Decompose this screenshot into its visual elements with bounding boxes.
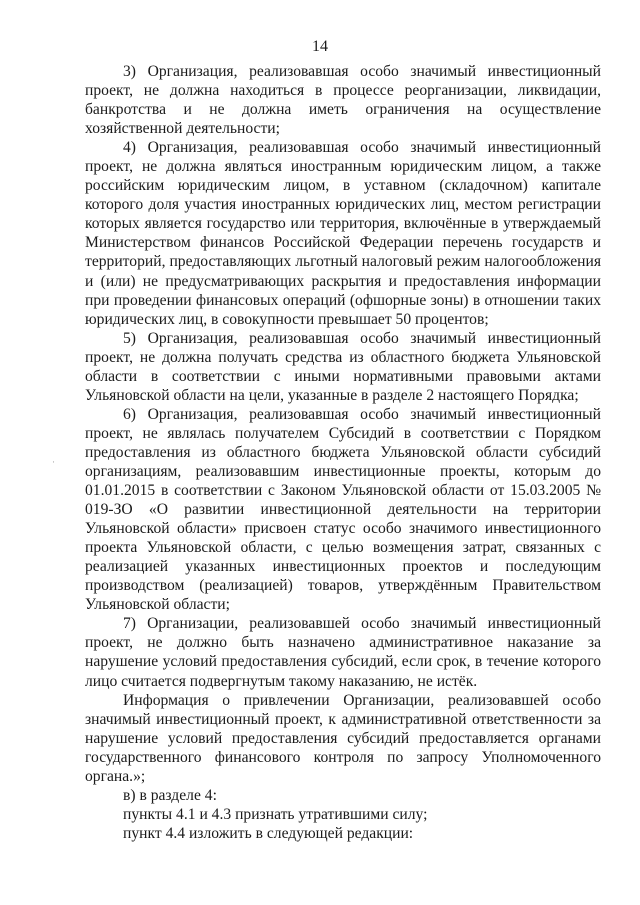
paragraph-points-4-1-4-3: пункты 4.1 и 4.3 признать утратившими силу; [123, 805, 428, 823]
paragraph-section-4: в) в разделе 4: [123, 786, 217, 804]
scan-speck: · [52, 457, 55, 467]
paragraph-information: Информация о привлечении Организации, реализовавшей особо значимый инвестиционный проект, к административной ответственности за нарушение условий предоставления субсидий предоставляется органами государственного финансового контроля по запросу Уполномоченного органа.»; [85, 691, 601, 785]
paragraph-item-3: 3) Организация, реализовавшая особо значимый инвестиционный проект, не должна находиться в процессе реорганизации, ликвидации, банкротства и не должна иметь ограничения на осуществление хозяйственной деятельности; [85, 63, 601, 138]
paragraph-point-4-4: пункт 4.4 изложить в следующей редакции: [123, 824, 414, 842]
document-body [85, 62, 601, 843]
page-number: 14 [312, 38, 328, 55]
paragraph-item-7: 7) Организации, реализовавшей особо значимый инвестиционный проект, не должно быть назначено административное наказание за нарушение условий предоставления субсидий, если срок, в течение которого лицо считается подвергнутым такому наказанию, не истёк. [85, 615, 601, 690]
paragraph-item-4: 4) Организация, реализовавшая особо значимый инвестиционный проект, не должна являться иностранным юридическим лицом, а также российским юридическим лицом, в уставном (складочном) капитале которого доля участия иностранных юридических лиц, местом регистрации которых является государство или территория, включённые в утверждаемый Министерством финансов Российской Федерации перечень государств и территорий, предоставляющих льготный налоговый режим налогообложения и (или) не предусматривающих раскрытия и предоставления информации при проведении финансовых операций (офшорные зоны) в отношении таких юридических лиц, в совокупности превышает 50 процентов; [85, 139, 601, 328]
paragraph-item-5: 5) Организация, реализовавшая особо значимый инвестиционный проект, не должна получать средства из областного бюджета Ульяновской области в соответствии с иными нормативными правовыми актами Ульяновской области на цели, указанные в разделе 2 настоящего Порядка; [85, 329, 601, 404]
paragraph-item-6: 6) Организация, реализовавшая особо значимый инвестиционный проект, не являлась получателем Субсидий в соответствии с Порядком предоставления из областного бюджета Ульяновской области субсидий организациям, реализовавшим инвестиционные проекты, которым до 01.01.2015 в соответствии с Законом Ульяновской области от 15.03.2005 № 019-ЗО «О развитии инвестиционной деятельности на территории Ульяновской области» присвоен статус особо значимого инвестиционного проекта Ульяновской области, с целью возмещения затрат, связанных с реализацией указанных инвестиционных проектов и последующим производством (реализацией) товаров, утверждённым Правительством Ульяновской области; [85, 405, 601, 614]
